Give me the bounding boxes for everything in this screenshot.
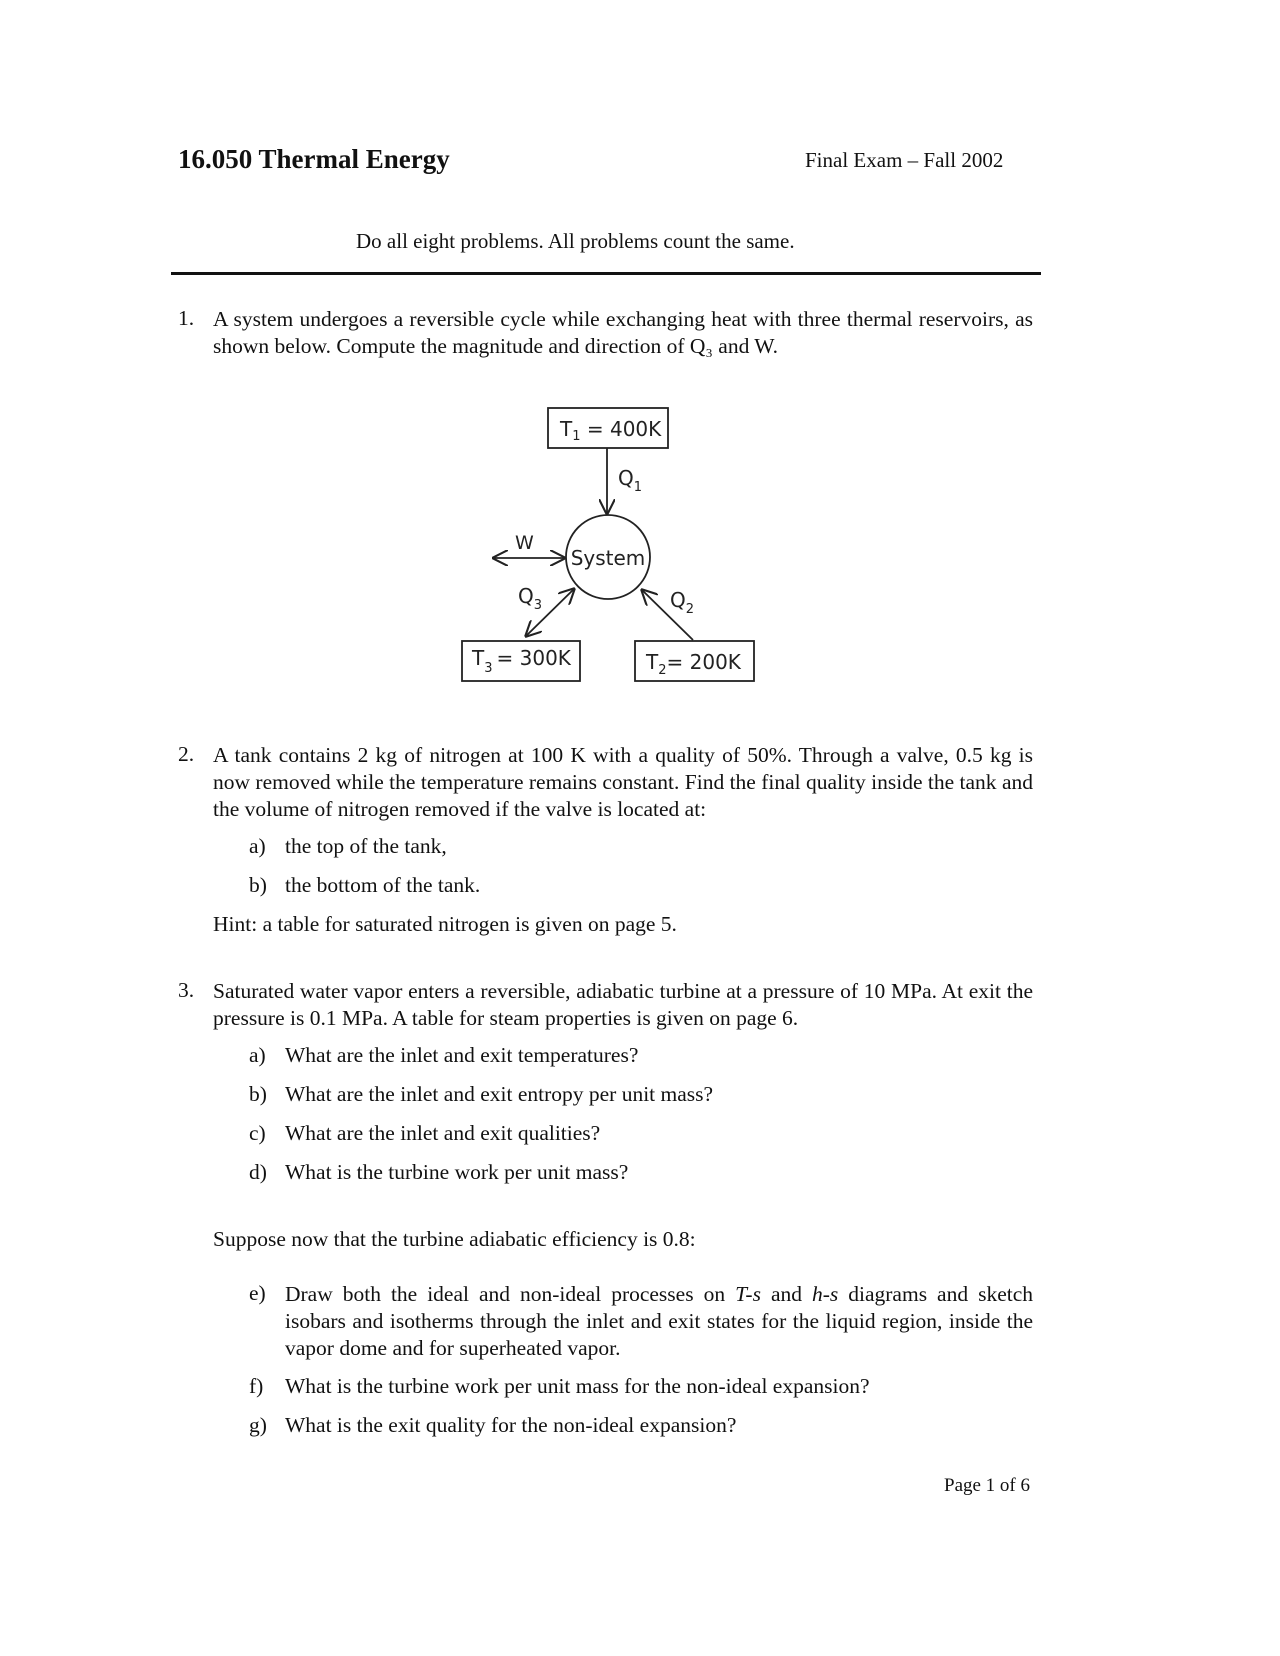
followup: Suppose now that the turbine adiabatic efficiency is 0.8:: [213, 1227, 696, 1251]
problem-3-text: Saturated water vapor enters a reversible, adiabatic turbine at a pressure of 10 MPa. At exit the pressure is 0.1 MPa. A table for steam properties is given on page 6.: [213, 979, 1033, 1030]
part-label: b): [249, 1082, 267, 1106]
problem-2-number: 2.: [178, 742, 195, 766]
part-text: the top of the tank,: [285, 834, 447, 858]
problem-3-number: 3.: [178, 978, 195, 1002]
part-text: What are the inlet and exit temperatures?: [285, 1043, 639, 1067]
hs-diagram: h-s: [811, 1282, 839, 1306]
reservoir-t2-label: $T_2= 200K$: [646, 650, 741, 678]
part-text: What is the turbine work per unit mass for the non-ideal expansion?: [285, 1374, 870, 1398]
part-label: e): [249, 1281, 266, 1305]
part-text-mid: and: [760, 1282, 812, 1306]
part-label: b): [249, 873, 267, 897]
course-title: 16.050 Thermal Energy: [178, 144, 450, 174]
part-text: What are the inlet and exit qualities?: [285, 1121, 601, 1145]
part-text-pre: Draw both the ideal and non-ideal processes on: [285, 1282, 736, 1306]
part-text: the bottom of the tank.: [285, 873, 481, 897]
part-label: f): [249, 1374, 264, 1398]
reservoir-t3-label: $T_3 = 300K$: [472, 646, 571, 676]
part-label: g): [249, 1413, 267, 1437]
reservoir-t1-label: $T_1 = 400K$: [560, 417, 662, 444]
problem-1-number: 1.: [178, 306, 195, 330]
part-label: d): [249, 1160, 267, 1184]
part-text: [285, 1281, 1033, 1362]
w-label: W: [515, 532, 534, 554]
q2-label: $Q_2$: [670, 588, 695, 617]
system-label: System: [570, 546, 646, 570]
problem-1-text: A system undergoes a reversible cycle while exchanging heat with three thermal reservoirs, as shown below. Compute the magnitude and direction of Q₃ and W.: [213, 307, 1033, 358]
part-text-post: diagrams and sketch isobars and isotherms through the inlet and exit states for the liquid region, inside the vapor dome and for superheated vapor.: [285, 1282, 1034, 1360]
page-number: Page 1 of 6: [944, 1475, 1031, 1496]
q3-label: $Q_3$: [518, 584, 543, 613]
part-text: What is the exit quality for the non-ideal expansion?: [285, 1413, 737, 1437]
reservoir-diagram: [0, 0, 1280, 720]
part-label: a): [249, 1043, 266, 1067]
part-text: What is the turbine work per unit mass?: [285, 1160, 629, 1184]
hint: Hint: a table for saturated nitrogen is given on page 5.: [213, 912, 677, 936]
instructions: Do all eight problems. All problems count the same.: [356, 229, 795, 253]
problem-2-text: A tank contains 2 kg of nitrogen at 100 K with a quality of 50%. Through a valve, 0.5 kg is now removed while the temperature remains constant. Find the final quality inside the tank and the volume of nitrogen removed if the valve is located at:: [213, 743, 1033, 821]
exam-label: Final Exam – Fall 2002: [805, 148, 1004, 172]
part-text: What are the inlet and exit entropy per unit mass?: [285, 1082, 714, 1106]
q1-label: $Q_1$: [618, 466, 643, 495]
ts-diagram: T-s: [735, 1282, 761, 1306]
part-label: a): [249, 834, 266, 858]
part-label: c): [249, 1121, 266, 1145]
